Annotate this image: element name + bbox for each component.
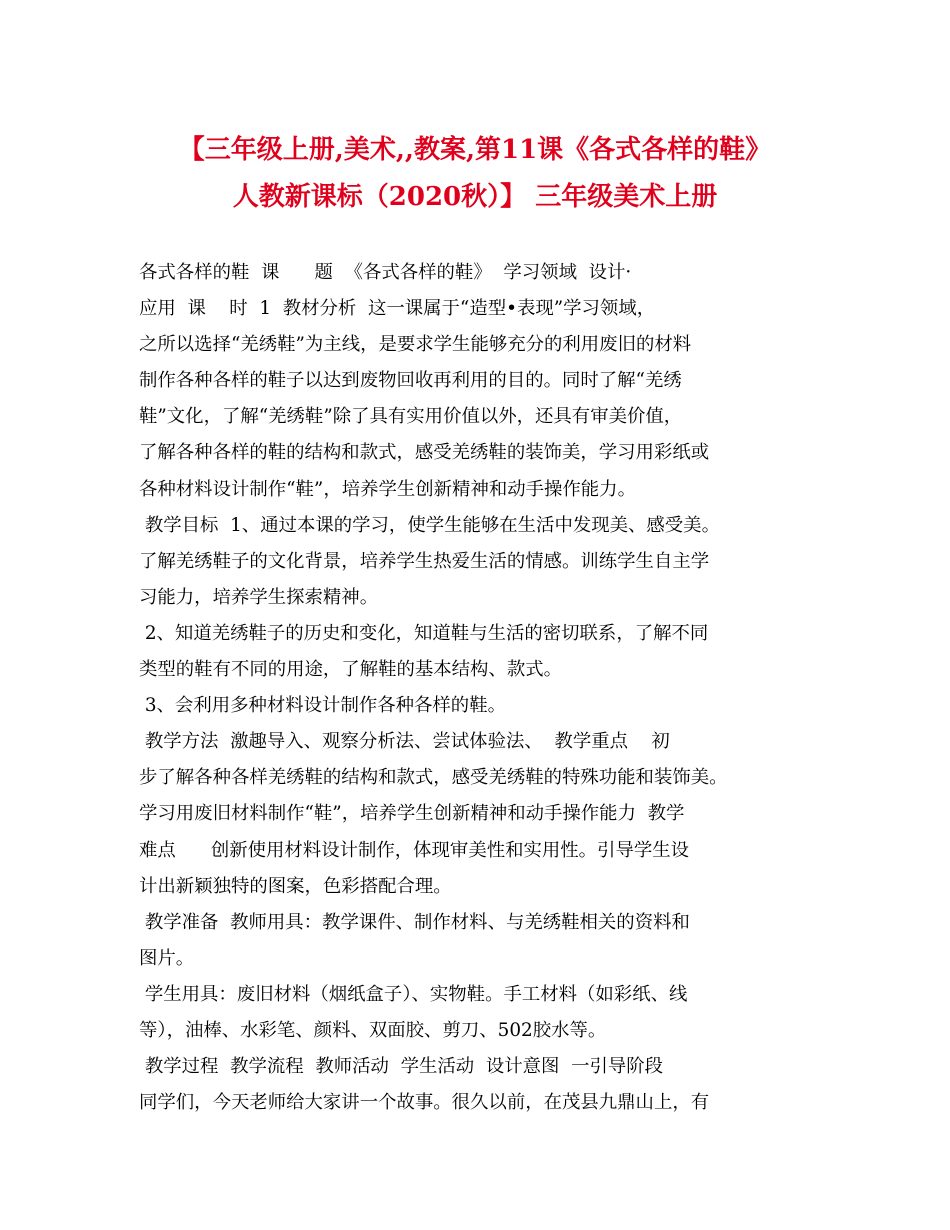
body-line: 了解羌绣鞋子的文化背景，培养学生热爱生活的情感。训练学生自主学	[139, 550, 710, 572]
document-title-line-2: 人教新课标（2020秋）】 三年级美术上册	[232, 182, 718, 212]
body-line: 教学目标 1、通过本课的学习，使学生能够在生活中发现美、感受美。	[139, 514, 720, 536]
body-line: 类型的鞋有不同的用途，了解鞋的基本结构、款式。	[139, 659, 562, 681]
body-line: 2、知道羌绣鞋子的历史和变化，知道鞋与生活的密切联系，了解不同	[139, 622, 709, 644]
body-line: 之所以选择“羌绣鞋”为主线，是要求学生能够充分的利用废旧的材料	[139, 334, 692, 356]
body-line: 习能力，培养学生探索精神。	[139, 586, 379, 608]
body-line: 学生用具：废旧材料（烟纸盒子）、实物鞋。手工材料（如彩纸、线	[139, 983, 688, 1005]
body-line: 计出新颖独特的图案，色彩搭配合理。	[139, 875, 452, 897]
body-line: 各种材料设计制作“鞋”，培养学生创新精神和动手操作能力。	[139, 478, 636, 500]
body-line: 3、会利用多种材料设计制作各种各样的鞋。	[139, 695, 506, 717]
body-line: 图片。	[139, 947, 195, 969]
body-line: 教学准备 教师用具：教学课件、制作材料、与羌绣鞋相关的资料和	[139, 911, 690, 933]
body-line: 步了解各种各样羌绣鞋的结构和款式，感受羌绣鞋的特殊功能和装饰美。	[139, 767, 728, 789]
body-line: 教学方法 激趣导入、观察分析法、尝试体验法、 教学重点 初	[139, 731, 670, 753]
body-line: 同学们，今天老师给大家讲一个故事。很久以前，在茂县九鼎山上，有	[139, 1092, 710, 1114]
body-line: 等），油棒、水彩笔、颜料、双面胶、剪刀、502胶水等。	[139, 1019, 607, 1041]
body-line: 鞋”文化，了解“羌绣鞋”除了具有实用价值以外，还具有审美价值，	[139, 406, 683, 428]
body-line: 制作各种各样的鞋子以达到废物回收再利用的目的。同时了解“羌绣	[139, 370, 682, 392]
document-title-line-1: 【三年级上册,美术,,教案,第11课《各式各样的鞋》	[178, 135, 772, 165]
body-line: 了解各种各样的鞋的结构和款式，感受羌绣鞋的装饰美，学习用彩纸或	[139, 442, 710, 464]
body-line: 学习用废旧材料制作“鞋”，培养学生创新精神和动手操作能力 教学	[139, 803, 685, 825]
body-line: 难点 创新使用材料设计制作，体现审美性和实用性。引导学生设	[139, 839, 690, 861]
document-body	[139, 255, 819, 1121]
body-line: 各式各样的鞋 课 题 《各式各样的鞋》 学习领域 设计·	[139, 262, 632, 283]
body-line: 应用 课 时 1 教材分析 这一课属于“造型•表现”学习领域，	[139, 298, 656, 320]
body-line: 教学过程 教学流程 教师活动 学生活动 设计意图 一引导阶段	[139, 1056, 664, 1078]
